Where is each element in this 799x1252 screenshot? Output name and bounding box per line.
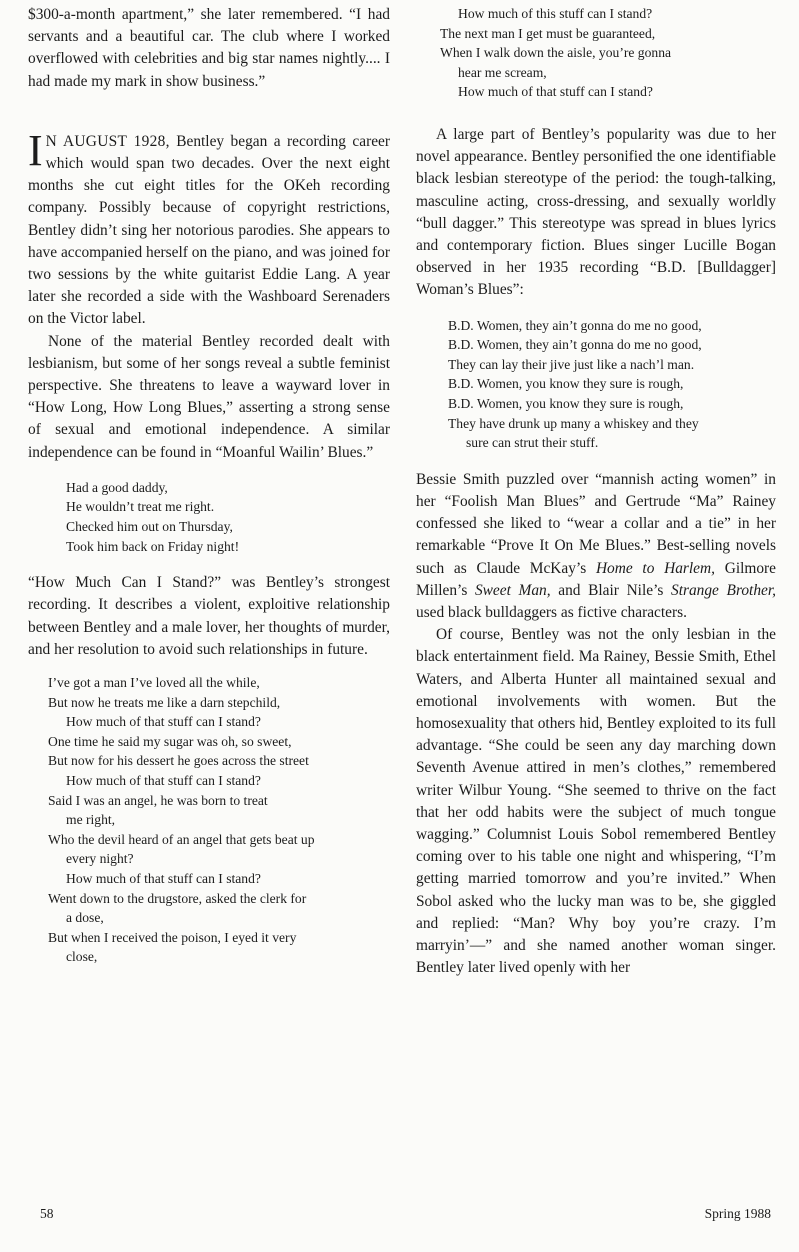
verse-line: I’ve got a man I’ve loved all the while, [48,675,260,691]
verse-line: Who the devil heard of an angel that gets beat up [48,831,315,847]
verse-line: every night? [66,851,134,867]
verse-line: hear me scream, [458,64,547,80]
not-the-only-lesbian-paragraph: Of course, Bentley was not the only lesbian in the black entertainment field. Ma Rainey, Bessie Smith, Ethel Waters, and Alberta Hunter all maintained sexual and emotional involvements with women. But the homosexuality that others hid, Bentley exploited to its full advantage. “She could be seen any day marching down Seventh Avenue attired in men’s clothes,” remembered writer Wilbur Young. “She seemed to thrive on the fact that her odd habits were the subject of much tongue wagging.” Columnist Louis Sobol remembered Bentley coming over to his table one night and whispering, “I’m getting married tomorrow and you’re invited.” When Sobol asked who the lucky man was to be, she giggled and replied: “Man? Why boy you’re crazy. I’m marryin’—” and she named another woman singer. Bentley later lived openly with her [416,626,776,977]
verse-line: How much of that stuff can I stand? [458,84,653,100]
verse-line: The next man I get must be guaranteed, [440,25,656,41]
drop-cap: I [28,125,43,175]
book-title: Strange Brother, [671,581,776,599]
verse-line: They have drunk up many a whiskey and they [448,415,699,431]
verse-line: B.D. Women, they ain’t gonna do me no good, [448,337,702,353]
verse-line: sure can strut their stuff. [466,435,599,451]
paragraph-text: used black bulldaggers as fictive characters. [416,603,687,621]
verse-line: But now he treats me like a darn stepchild, [48,694,281,710]
verse-line: How much of that stuff can I stand? [66,773,261,789]
book-title: Sweet Man, [474,581,551,599]
verse-line: One time he said my sugar was oh, so sweet, [48,733,292,749]
verse-line: When I walk down the aisle, you’re gonna [440,45,672,61]
verse-line: B.D. Women, you know they sure is rough, [448,376,684,392]
verse-line: B.D. Women, they ain’t gonna do me no good, [448,317,702,333]
verse-line: They can lay their jive just like a nach’l man. [448,356,695,372]
verse-line: Took him back on Friday night! [66,538,240,554]
paragraph-text: Gilmore Millen’s [416,559,776,599]
verse-line: a dose, [66,910,104,926]
verse-line: Checked him out on Thursday, [66,519,233,535]
verse-line: Had a good daddy, [66,479,168,495]
paragraph-text: Bessie Smith puzzled over “mannish acting women” in her “Foolish Man Blues” and Gertrude “Ma” Rainey confessed she liked to “wear a collar and a tie” in her remarkable “Prove It On Me Blues.” Best-selling novels such as Claude McKay’s [416,470,776,577]
paragraph-text: Bentley began a recording career which would span two decades. Over the next eight months she cut eight titles for the OKeh recording company. Possibly because of copyright restrictions, Bentley didn’t sing her notorious parodies. She appears to have accompanied herself on the piano, and was joined for two sessions by the white guitarist Eddie Lang. A year later she recorded a side with the Washboard Serenaders on the Victor label. [28,132,390,328]
verse-bd-womans-blues [448,316,776,453]
issue-date: Spring 1988 [704,1206,771,1221]
verse-line: How much of this stuff can I stand? [458,6,653,21]
lead-in-caps: N AUGUST 1928, [45,132,170,150]
verse-had-a-good-daddy [66,478,390,556]
august-1928-paragraph [28,125,390,331]
verse-continuation [440,4,776,102]
left-column [28,4,390,981]
verse-line: How much of that stuff can I stand? [66,714,261,730]
bessie-smith-paragraph [416,469,776,624]
popularity-paragraph: A large part of Bentley’s popularity was due to her novel appearance. Bentley personified the one identifiable black lesbian stereotype of the period: the tough-talking, masculine acting, cross-dressing, and sexually worldly “bull dagger.” This stereotype was spread in blues lyrics and contemporary fiction. Blues singer Lucille Bogan observed in her 1935 recording “B.D. [Bulldagger] Woman’s Blues”: [416,125,776,299]
verse-line: Said I was an angel, he was born to treat [48,792,268,808]
book-title: Home to Harlem, [595,559,715,577]
right-column [416,4,776,979]
verse-line: But when I received the poison, I eyed it very [48,929,297,945]
verse-how-much-can-i-stand [48,673,390,967]
verse-line: close, [66,949,98,965]
verse-line: me right, [66,812,116,828]
verse-line: How much of that stuff can I stand? [66,870,261,886]
verse-line: B.D. Women, you know they sure is rough, [448,395,684,411]
verse-line: He wouldn’t treat me right. [66,499,215,515]
verse-line: But now for his dessert he goes across the street [48,753,309,769]
paragraph-text: and Blair Nile’s [550,581,671,599]
verse-line: Went down to the drugstore, asked the clerk for [48,890,307,906]
intro-paragraph: $300-a-month apartment,” she later remembered. “I had servants and a beautiful car. The club where I worked overflowed with celebrities and big star names nightly.... I had made my mark in show business.” [28,6,390,90]
how-much-can-i-stand-paragraph: “How Much Can I Stand?” was Bentley’s strongest recording. It describes a violent, exploitive relationship between Bentley and a male lover, her thoughts of murder, and her resolution to avoid such relationships in future. [28,574,390,658]
feminist-perspective-paragraph: None of the material Bentley recorded dealt with lesbianism, but some of her songs reveal a subtle feminist perspective. She threatens to leave a wayward lover in “How Long, How Long Blues,” asserting a strong sense of sexual and emotional independence. A similar independence can be found in “Moanful Wailin’ Blues.” [28,332,390,461]
page-number: 58 [40,1206,54,1221]
